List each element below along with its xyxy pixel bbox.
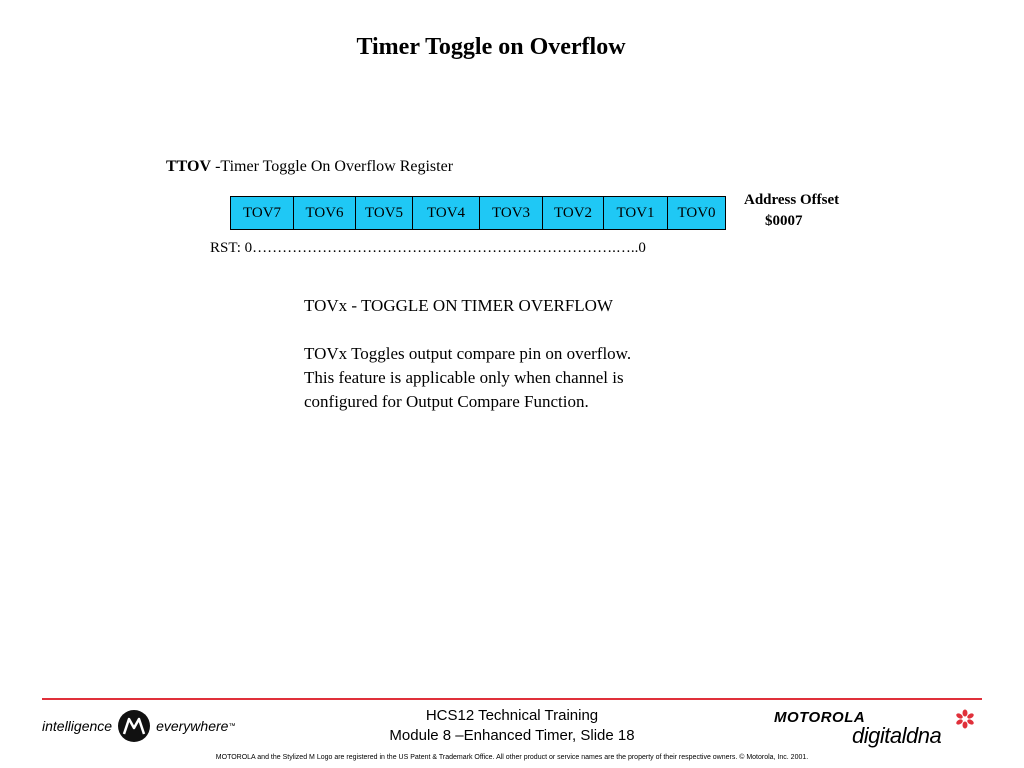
- course-title: HCS12 Technical Training: [425, 707, 599, 724]
- reset-values: RST: 0……………………………………………………………….…..0: [210, 240, 646, 256]
- description-line-3: configured for Output Compare Function.: [304, 392, 589, 411]
- tagline-left: intelligence: [42, 718, 113, 734]
- register-bit-3: TOV3: [480, 197, 543, 229]
- address-offset-value: $0007: [765, 213, 803, 229]
- module-slide: Module 8 –Enhanced Timer, Slide 18: [389, 727, 635, 744]
- register-bit-2: TOV2: [543, 197, 604, 229]
- tagline-right: everywhere: [156, 718, 229, 734]
- register-bit-5: TOV5: [356, 197, 413, 229]
- description-line-2: This feature is applicable only when channel is: [304, 368, 624, 387]
- trademark-symbol: ™: [228, 722, 236, 730]
- register-bit-7: TOV7: [231, 197, 294, 229]
- dna-flower-icon: [956, 709, 974, 736]
- address-offset-label: Address Offset: [744, 192, 840, 208]
- register-description: -Timer Toggle On Overflow Register: [211, 158, 454, 175]
- footer-rule: [42, 698, 982, 700]
- register-bit-4: TOV4: [413, 197, 480, 229]
- slide-title: Timer Toggle on Overflow: [356, 34, 626, 60]
- register-name: [166, 158, 453, 176]
- description-block: [304, 294, 631, 414]
- register-abbrev: TTOV: [166, 158, 212, 175]
- register-bit-6: TOV6: [294, 197, 356, 229]
- description-line-1: TOVx Toggles output compare pin on overflow.: [304, 344, 632, 363]
- register-bit-row: [230, 196, 726, 230]
- address-offset: [744, 190, 839, 232]
- digitaldna-wordmark: digitaldna: [852, 723, 942, 748]
- motorola-wordmark: MOTOROLA: [774, 709, 866, 726]
- register-bit-0: TOV0: [668, 197, 725, 229]
- legal-notice: MOTOROLA and the Stylized M Logo are registered in the US Patent & Trademark Office. All other product or service names are the property of their respective owners. © Motorola, Inc. 2001.: [215, 754, 809, 761]
- description-heading: TOVx - TOGGLE ON TIMER OVERFLOW: [304, 296, 613, 315]
- register-bit-1: TOV1: [604, 197, 668, 229]
